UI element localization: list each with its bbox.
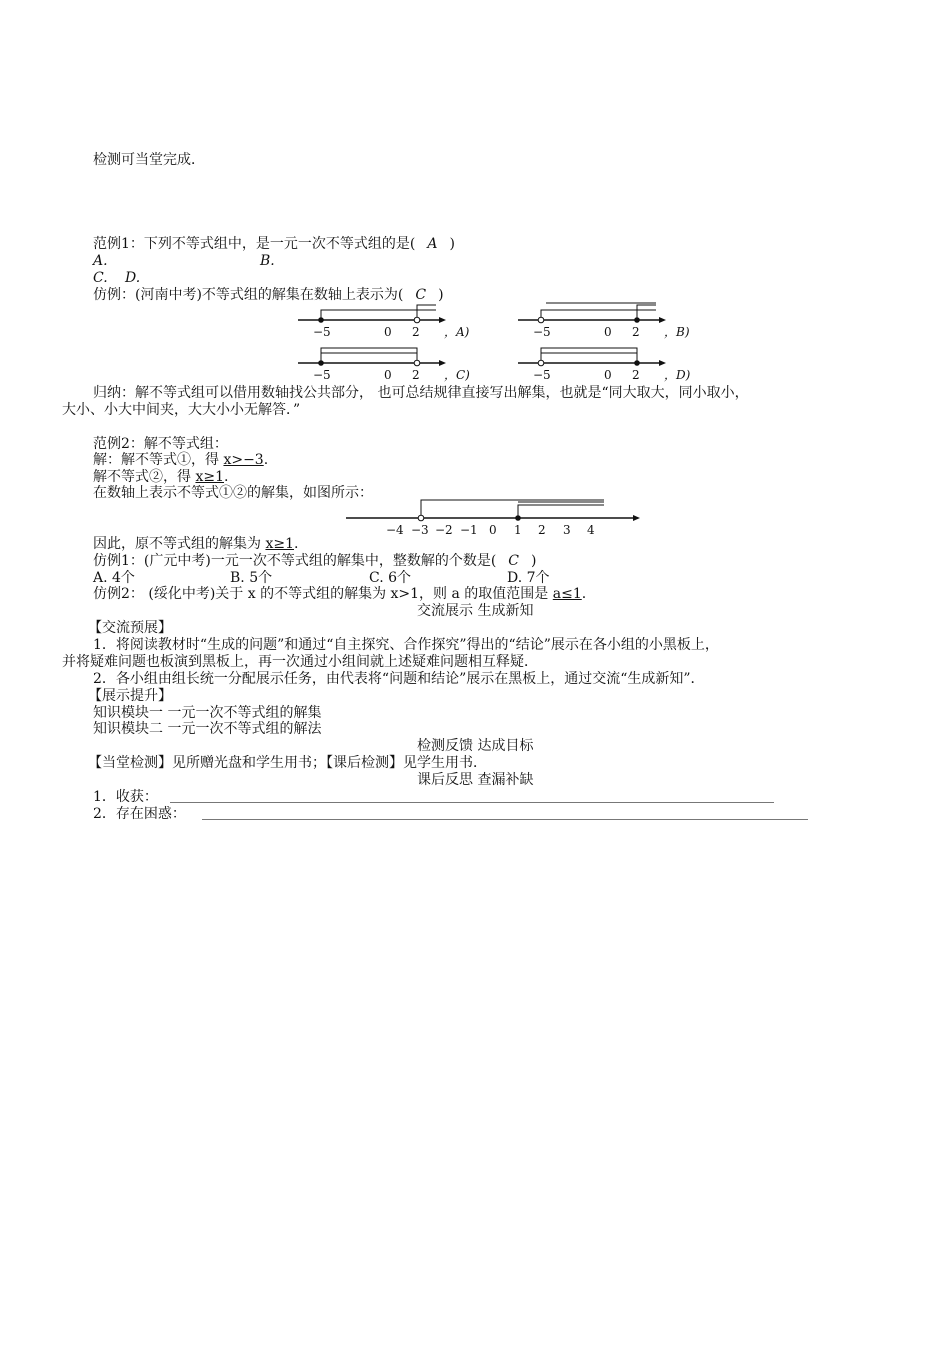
step1-answer: x>−3 [223,452,264,468]
preview-heading: 【交流预展】 [88,620,172,636]
example1-option-c: C. [93,270,108,286]
knowledge-module-2: 知识模块二 一元一次不等式组的解法 [93,721,322,737]
conclusion-answer: x≥1 [265,536,294,552]
tick-label: 2 [632,325,640,339]
reflect-confusion-blank[interactable] [202,819,808,820]
tick-label: −2 [435,523,453,537]
reflect-gains-label: 1．收获： [93,789,158,805]
number-line-c [296,343,486,383]
solid-point [634,317,640,323]
tick-label: −3 [411,523,429,537]
example2-conclusion [93,536,298,552]
solid-point [318,360,324,366]
conclusion-text: 因此，原不等式组的解集为 [93,536,266,552]
open-point [538,360,544,366]
step1-period: . [263,452,269,468]
tick-label: 1 [514,523,522,537]
axis-arrow [633,515,640,521]
option-tag: ，A) [444,325,470,339]
step2-period: . [224,469,229,485]
conclusion-period: . [294,536,299,552]
solution-ray-right [417,305,436,320]
axis-arrow [659,317,666,323]
axis-arrow [439,317,446,323]
tick-label: −1 [460,523,478,537]
imitation3-question [93,586,586,602]
imitation2-close: ) [531,553,537,569]
tick-label: 4 [587,523,595,537]
reflect-gains-blank[interactable] [170,802,774,803]
imitation3-period: . [581,586,587,602]
tick-label: −5 [313,368,331,382]
tick-label: 2 [632,368,640,382]
solution-number-line [344,492,644,538]
section-exchange-title: 交流展示 生成新知 [417,603,534,619]
example1-option-b: B. [260,253,275,269]
solid-point-1 [515,515,521,521]
example1-text: 范例1：下列不等式组中，是一元一次不等式组的是( [93,236,416,252]
tick-label: 2 [412,325,420,339]
ray-x-geq-1 [518,505,604,518]
tick-label: 0 [489,523,497,537]
example2-step2 [93,469,228,485]
option-tag: ，B) [664,325,690,339]
imitation2-option-b: B. 5个 [230,570,273,586]
tick-label: 0 [384,325,392,339]
reflect-confusion-label: 2．存在困惑： [93,806,186,822]
axis-arrow [439,360,446,366]
number-line-b [516,300,706,340]
tick-label: 2 [538,523,546,537]
solution-ray-right [637,305,656,320]
ray-x-greater-minus-3 [421,500,604,518]
tick-label: 0 [604,325,612,339]
imitation2-option-c: C. 6个 [369,570,412,586]
preview-item-1: 1．将阅读教材时“生成的问题”和通过“自主探究、合作探究”得出的“结论”展示在各小组的小黑板上， [93,637,719,653]
open-point [414,317,420,323]
open-point [538,317,544,323]
imitation2-text: 仿例1：(广元中考)一元一次不等式组的解集中，整数解的个数是( [93,553,497,569]
display-heading: 【展示提升】 [88,688,172,704]
tick-label: 0 [604,368,612,382]
tick-label: 2 [412,368,420,382]
tick-label: −5 [533,368,551,382]
check-line: 【当堂检测】见所赠光盘和学生用书；【课后检测】见学生用书． [88,755,487,771]
open-point-minus-3 [418,515,424,521]
example2-title: 范例2：解不等式组： [93,436,228,452]
option-tag: ，C) [444,368,470,382]
section-check-title: 检测反馈 达成目标 [417,738,534,754]
imitation2-option-a: A. 4个 [93,570,135,586]
step1-text: 解：解不等式①，得 [93,452,224,468]
example1-option-d: D. [125,270,141,286]
imitation2-option-d: D. 7个 [507,570,550,586]
example1-option-a: A. [93,253,108,269]
tick-label: −4 [386,523,404,537]
tick-label: −5 [533,325,551,339]
example1-close: ) [449,236,455,252]
summary-line-1: 归纳：解不等式组可以借用数轴找公共部分， 也可总结规律直接写出解集，也就是“同大取大，同小取小， [93,385,749,401]
preview-item-1-cont: 并将疑难问题也板演到黑板上，再一次通过小组间就上述疑难问题相互释疑． [62,654,538,670]
tick-label: 0 [384,368,392,382]
section-reflect-title: 课后反思 查漏补缺 [417,772,534,788]
solid-point [318,317,324,323]
solution-segment [541,348,637,363]
example1-question [93,236,455,252]
solution-segment [321,348,417,363]
imitation1-text: 仿例：(河南中考)不等式组的解集在数轴上表示为( [93,287,404,303]
solid-point [634,360,640,366]
open-point [414,360,420,366]
axis-arrow [659,360,666,366]
example2-step1 [93,452,268,468]
top-note: 检测可当堂完成． [93,152,205,168]
summary-line-2: 大小、小大中间夹，大大小小无解答．” [62,402,301,418]
imitation1-answer: C [415,287,427,303]
imitation2-answer: C [508,553,520,569]
preview-item-2: 2．各小组由组长统一分配展示任务，由代表将“问题和结论”展示在黑板上，通过交流“生成新知”． [93,671,705,687]
example1-answer: A [427,236,438,252]
tick-label: −5 [313,325,331,339]
tick-label: 3 [563,523,571,537]
imitation1-close: ) [438,287,444,303]
number-line-d [516,343,706,383]
imitation3-answer: a≤1 [552,586,582,602]
option-tag: ，D) [664,368,691,382]
step2-text: 解不等式②，得 [93,469,196,485]
imitation3-text: 仿例2： (绥化中考)关于 x 的不等式组的解集为 x>1，则 a 的取值范围是 [93,586,553,602]
knowledge-module-1: 知识模块一 一元一次不等式组的解集 [93,705,322,721]
number-line-a [296,300,486,340]
step2-answer: x≥1 [195,469,224,485]
imitation2-question [93,553,536,569]
example2-step3: 在数轴上表示不等式①②的解集，如图所示： [93,485,373,501]
